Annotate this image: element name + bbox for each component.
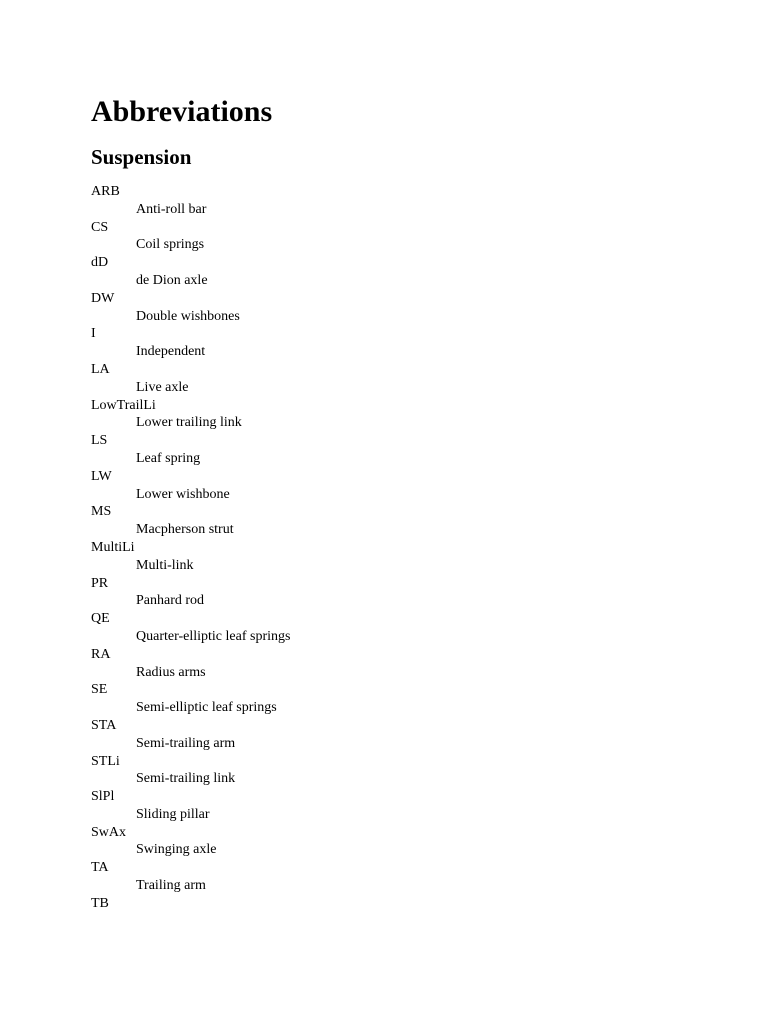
abbreviation-definition: Leaf spring: [136, 450, 201, 466]
abbreviation-term: SlPl: [91, 789, 115, 805]
abbreviation-term: PR: [91, 575, 109, 591]
abbreviation-definition: Independent: [136, 344, 206, 360]
abbreviation-term: dD: [91, 255, 109, 271]
abbreviation-term: SwAx: [91, 824, 127, 840]
abbreviation-term: CS: [91, 219, 109, 235]
abbreviation-definition: Semi-trailing link: [136, 771, 236, 787]
abbreviation-definition: Multi-link: [136, 557, 194, 573]
abbreviation-list: [91, 183, 731, 913]
abbreviation-term: QE: [91, 611, 110, 627]
abbreviation-definition: Lower wishbone: [136, 486, 230, 502]
abbreviation-term: STA: [91, 717, 117, 733]
page-title: Abbreviations: [91, 95, 273, 128]
abbreviation-term: RA: [91, 646, 111, 662]
abbreviation-term: TA: [91, 860, 109, 876]
abbreviation-term: MS: [91, 504, 112, 520]
abbreviation-term: LowTrailLi: [91, 397, 156, 413]
abbreviation-definition: Panhard rod: [136, 593, 205, 609]
abbreviation-definition: Trailing arm: [136, 878, 206, 894]
abbreviation-term: I: [91, 326, 96, 342]
abbreviation-definition: Lower trailing link: [136, 415, 242, 431]
abbreviation-term: TB: [91, 895, 109, 911]
abbreviation-term: LW: [91, 468, 112, 484]
abbreviation-definition: Macpherson strut: [136, 522, 234, 538]
abbreviation-definition: Semi-elliptic leaf springs: [136, 700, 277, 716]
abbreviation-term: MultiLi: [91, 539, 135, 555]
abbreviation-term: LS: [91, 433, 108, 449]
abbreviation-definition: Coil springs: [136, 237, 205, 253]
abbreviation-term: SE: [91, 682, 108, 698]
abbreviation-definition: Radius arms: [136, 664, 206, 680]
abbreviation-term: LA: [91, 361, 110, 377]
abbreviation-term: ARB: [91, 184, 120, 199]
abbreviation-term: STLi: [91, 753, 120, 769]
abbreviation-definition: de Dion axle: [136, 272, 208, 288]
document-page: [91, 94, 731, 913]
section-title: Suspension: [91, 145, 192, 169]
abbreviation-definition: Double wishbones: [136, 308, 240, 324]
abbreviation-term: DW: [91, 290, 115, 306]
abbreviation-definition: Sliding pillar: [136, 806, 210, 822]
abbreviation-definition: Swinging axle: [136, 842, 217, 858]
abbreviation-definition: Semi-trailing arm: [136, 735, 236, 751]
abbreviation-definition: Anti-roll bar: [136, 201, 207, 217]
abbreviation-definition: Live axle: [136, 379, 189, 395]
abbreviation-definition: Quarter-elliptic leaf springs: [136, 628, 291, 644]
